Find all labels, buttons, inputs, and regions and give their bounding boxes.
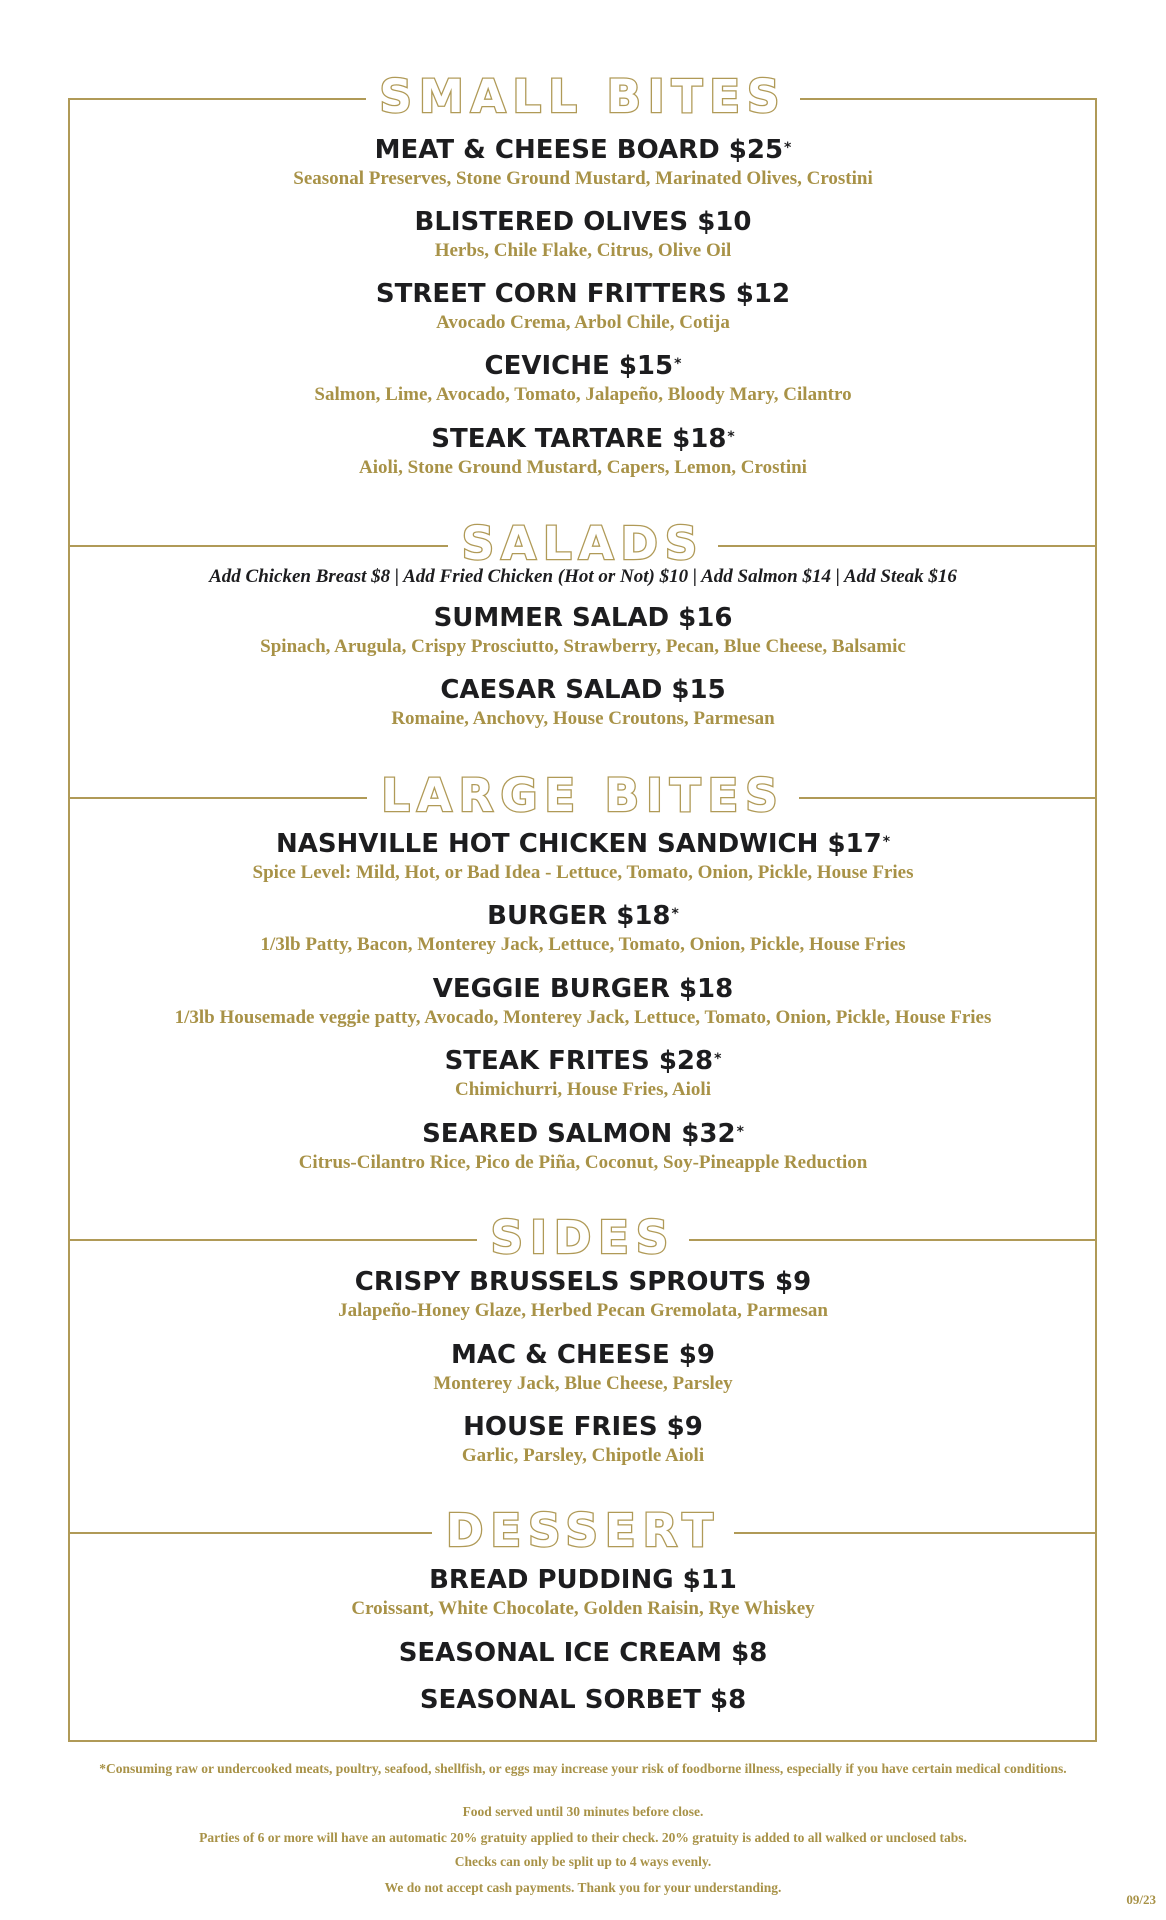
item-name: STREET CORN FRITTERS $12 — [375, 279, 791, 309]
item-name: SEARED SALMON $32* — [422, 1119, 744, 1149]
item-description: Jalapeño-Honey Glaze, Herbed Pecan Gremolata, Parmesan — [338, 1300, 828, 1321]
item-description: Salmon, Lime, Avocado, Tomato, Jalapeño, Bloody Mary, Cilantro — [314, 384, 852, 405]
menu-item — [0, 1339, 1166, 1397]
item-description: Aioli, Stone Ground Mustard, Capers, Lemon, Crostini — [359, 457, 807, 478]
menu-item — [0, 674, 1166, 732]
item-name: SEASONAL SORBET $8 — [419, 1685, 747, 1715]
item-description: Chimichurri, House Fries, Aioli — [455, 1079, 711, 1100]
item-name: MAC & CHEESE $9 — [451, 1340, 715, 1370]
item-description: Croissant, White Chocolate, Golden Raisin, Rye Whiskey — [351, 1598, 815, 1619]
item-description: Citrus-Cilantro Rice, Pico de Piña, Coconut, Soy-Pineapple Reduction — [298, 1152, 868, 1173]
footer-service-hours: Food served until 30 minutes before close. — [462, 1804, 704, 1819]
item-description: 1/3lb Patty, Bacon, Monterey Jack, Lettuce, Tomato, Onion, Pickle, House Fries — [260, 934, 906, 955]
item-description: Avocado Crema, Arbol Chile, Cotija — [436, 312, 730, 333]
menu-item — [0, 423, 1166, 481]
item-name: SEASONAL ICE CREAM $8 — [398, 1638, 768, 1668]
salad-addons: Add Chicken Breast $8 | Add Fried Chicken (Hot or Not) $10 | Add Salmon $14 | Add Steak $16 — [209, 566, 957, 587]
section-title-large-bites: LARGE BITES — [0, 769, 1166, 822]
menu-item — [0, 602, 1166, 660]
item-name: SUMMER SALAD $16 — [433, 603, 733, 633]
item-name: STEAK TARTARE $18* — [431, 424, 735, 454]
menu-item — [0, 828, 1166, 886]
section-title-salads: SALADS — [0, 517, 1166, 570]
menu-item — [0, 134, 1166, 192]
section-title-dessert: DESSERT — [0, 1504, 1166, 1557]
menu-item — [0, 1637, 1166, 1669]
item-description: Spice Level: Mild, Hot, or Bad Idea - Lettuce, Tomato, Onion, Pickle, House Fries — [252, 862, 914, 883]
item-description: Spinach, Arugula, Crispy Prosciutto, Strawberry, Pecan, Blue Cheese, Balsamic — [260, 636, 906, 657]
item-name: BREAD PUDDING $11 — [429, 1565, 737, 1595]
item-description: Garlic, Parsley, Chipotle Aioli — [461, 1445, 705, 1466]
item-name: MEAT & CHEESE BOARD $25* — [374, 135, 792, 165]
section-title-small-bites: SMALL BITES — [0, 70, 1166, 123]
item-description: Romaine, Anchovy, House Croutons, Parmesan — [391, 708, 775, 729]
item-description: Herbs, Chile Flake, Citrus, Olive Oil — [434, 240, 732, 261]
item-description: Seasonal Preserves, Stone Ground Mustard, Marinated Olives, Crostini — [293, 168, 873, 189]
footer-food-warning: *Consuming raw or undercooked meats, poultry, seafood, shellfish, or eggs may increase your risk of foodborne illness, especially if you have certain medical conditions. — [99, 1761, 1067, 1776]
item-description: 1/3lb Housemade veggie patty, Avocado, Monterey Jack, Lettuce, Tomato, Onion, Pickle, House Fries — [174, 1007, 992, 1028]
menu-item — [0, 1266, 1166, 1324]
item-description: Monterey Jack, Blue Cheese, Parsley — [433, 1373, 733, 1394]
item-name: HOUSE FRIES $9 — [463, 1412, 703, 1442]
menu-item — [0, 1118, 1166, 1176]
item-name: VEGGIE BURGER $18 — [432, 974, 734, 1004]
item-name: NASHVILLE HOT CHICKEN SANDWICH $17* — [275, 829, 891, 859]
menu-item — [0, 278, 1166, 336]
item-name: BURGER $18* — [487, 901, 679, 931]
item-name: STEAK FRITES $28* — [444, 1046, 722, 1076]
item-name: CAESAR SALAD $15 — [440, 675, 726, 705]
item-name: BLISTERED OLIVES $10 — [414, 207, 752, 237]
menu-item — [0, 350, 1166, 408]
menu-item — [0, 1684, 1166, 1716]
date-code: 09/23 — [1126, 1892, 1156, 1907]
item-name: CRISPY BRUSSELS SPROUTS $9 — [354, 1267, 812, 1297]
item-name: CEVICHE $15* — [484, 351, 682, 381]
menu-item — [0, 1564, 1166, 1622]
menu-item — [0, 973, 1166, 1031]
menu-item — [0, 1411, 1166, 1469]
section-title-sides: SIDES — [0, 1211, 1166, 1264]
menu-item — [0, 1045, 1166, 1103]
footer-payment: We do not accept cash payments. Thank you for your understanding. — [384, 1880, 782, 1895]
menu-item — [0, 900, 1166, 958]
menu-item — [0, 206, 1166, 264]
footer-split-checks: Checks can only be split up to 4 ways evenly. — [454, 1854, 712, 1869]
footer-gratuity: Parties of 6 or more will have an automatic 20% gratuity applied to their check. 20% gratuity is added to all walked or unclosed tabs. — [199, 1830, 967, 1845]
